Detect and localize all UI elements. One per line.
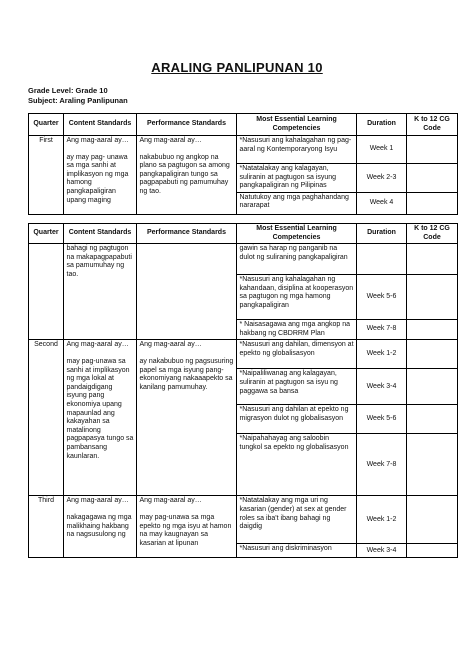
- header-duration: Duration: [357, 224, 407, 244]
- duration-cell: Week 2-3: [357, 164, 407, 193]
- header-cg-code: K to 12 CG Code: [407, 224, 458, 244]
- content-standards-intro: Ang mag-aaral ay…: [66, 341, 129, 349]
- header-melc: Most Essential Learning Competencies: [237, 224, 357, 244]
- performance-standards-intro: Ang mag-aaral ay…: [139, 341, 202, 349]
- curriculum-table-1: [28, 113, 458, 215]
- header-quarter: Quarter: [29, 224, 64, 244]
- quarter-cell: Third: [29, 496, 64, 558]
- header-duration: Duration: [357, 114, 407, 136]
- cg-code-cell: [407, 544, 458, 558]
- grade-level: Grade Level: Grade 10: [28, 86, 108, 95]
- header-performance-standards: Performance Standards: [137, 224, 237, 244]
- melc-cell: *Nasusuri ang diskriminasyon: [237, 544, 357, 558]
- header-content-standards: Content Standards: [64, 224, 137, 244]
- table-header-row: [29, 224, 458, 244]
- cg-code-cell: [407, 369, 458, 405]
- content-standards-text: nakagagawa ng mga malikhaing hakbang na nagsusulong ng: [66, 513, 132, 539]
- cg-code-cell: [407, 136, 458, 164]
- melc-cell: gawin sa harap ng panganib na dulot ng suliraning pangkapaligiran: [237, 244, 357, 275]
- performance-standards-cell: [137, 136, 237, 215]
- content-standards-text: may pag-unawa sa sanhi at implikasyon ng mga lokal at pandaigdigang isyung pang ekonomiya upang mapaunlad ang kakayahan sa matalinong pagpapasya tungo sa pambansang kaunlaran.: [66, 357, 134, 460]
- cg-code-cell: [407, 192, 458, 214]
- performance-standards-text: ay nakabubuo ng pagsusuring papel sa mga isyung pang-ekonomiyang nakaaapekto sa kanilang pamumuhay.: [139, 357, 234, 391]
- cg-code-cell: [407, 275, 458, 320]
- melc-cell: *Nasusuri ang dahilan at epekto ng migrasyon dulot ng globalisasyon: [237, 405, 357, 434]
- content-standards-cell: [64, 496, 137, 558]
- cg-code-cell: [407, 405, 458, 434]
- content-standards-intro: Ang mag-aaral ay…: [66, 137, 129, 144]
- performance-standards-cell: [137, 496, 237, 558]
- quarter-cell: First: [29, 136, 64, 215]
- performance-standards-intro: Ang mag-aaral ay…: [139, 497, 202, 505]
- melc-cell: Natutukoy ang mga paghahandang nararapat: [237, 192, 357, 214]
- performance-standards-text: nakabubuo ng angkop na plano sa pagtugon sa among pangkapaligiran tungo sa pagpapabuti ng pamumuhay ng tao.: [139, 153, 230, 195]
- melc-cell: *Naipaliliwanag ang kalagayan, suliranin at pagtugon sa isyu ng paggawa sa bansa: [237, 369, 357, 405]
- duration-cell: Week 1-2: [357, 340, 407, 369]
- cg-code-cell: [407, 340, 458, 369]
- table-row: [29, 496, 458, 544]
- page-title: ARALING PANLIPUNAN 10: [151, 60, 323, 75]
- melc-cell: *Natatalakay ang kalagayan, suliranin at pagtugon sa isyung pangkapaligiran ng Pilipinas: [237, 164, 357, 193]
- cg-code-cell: [407, 164, 458, 193]
- quarter-cell: Second: [29, 340, 64, 496]
- performance-standards-cell: [137, 340, 237, 496]
- curriculum-table-2: [28, 223, 458, 558]
- table-row: [29, 244, 458, 275]
- duration-cell: Week 1-2: [357, 496, 407, 544]
- content-standards-cell: [64, 136, 137, 215]
- header-performance-standards: Performance Standards: [137, 114, 237, 136]
- header-content-standards: Content Standards: [64, 114, 137, 136]
- duration-cell: Week 1: [357, 136, 407, 164]
- cg-code-cell: [407, 320, 458, 340]
- table-row: [29, 340, 458, 369]
- table-row: [29, 136, 458, 164]
- content-standards-cell: [64, 340, 137, 496]
- duration-cell: Week 4: [357, 192, 407, 214]
- melc-cell: * Naisasagawa ang mga angkop na hakbang ng CBDRRM Plan: [237, 320, 357, 340]
- cg-code-cell: [407, 496, 458, 544]
- duration-cell: Week 3-4: [357, 544, 407, 558]
- header-melc: Most Essential Learning Competencies: [237, 114, 357, 136]
- performance-standards-intro: Ang mag-aaral ay…: [139, 137, 202, 144]
- melc-cell: *Natatalakay ang mga uri ng kasarian (gender) at sex at gender roles sa iba't ibang bahagi ng daigdig: [237, 496, 357, 544]
- duration-cell: Week 5-6: [357, 405, 407, 434]
- header-quarter: Quarter: [29, 114, 64, 136]
- melc-cell: *Naipahahayag ang saloobin tungkol sa epekto ng globalisasyon: [237, 434, 357, 496]
- cg-code-cell: [407, 434, 458, 496]
- duration-cell: [357, 244, 407, 275]
- melc-cell: *Nasusuri ang kahalagahan ng pag-aaral ng Kontemporaryong Isyu: [237, 136, 357, 164]
- cg-code-cell: [407, 244, 458, 275]
- melc-cell: *Nasusuri ang dahilan, dimensyon at epekto ng globalisasyon: [237, 340, 357, 369]
- header-cg-code: K to 12 CG Code: [407, 114, 458, 136]
- duration-cell: Week 7-8: [357, 434, 407, 496]
- melc-cell: *Nasusuri ang kahalagahan ng kahandaan, disiplina at kooperasyon sa pagtugon ng mga hamong pangkapaligiran: [237, 275, 357, 320]
- duration-cell: Week 5-6: [357, 275, 407, 320]
- subject: Subject: Araling Panlipunan: [28, 96, 128, 105]
- quarter-cell: [29, 244, 64, 340]
- content-standards-cell: bahagi ng pagtugon na makapagpapabuti sa pamumuhay ng tao.: [64, 244, 137, 340]
- content-standards-intro: Ang mag-aaral ay…: [66, 497, 129, 505]
- content-standards-text: ay may pag- unawa sa mga sanhi at implikasyon ng mga hamong pangkapaligiran upang maging: [66, 153, 129, 204]
- table-header-row: [29, 114, 458, 136]
- duration-cell: Week 7-8: [357, 320, 407, 340]
- duration-cell: Week 3-4: [357, 369, 407, 405]
- performance-standards-cell: [137, 244, 237, 340]
- performance-standards-text: may pag-unawa sa mga epekto ng mga isyu at hamon na may kaugnayan sa kasarian at lipunan: [139, 513, 232, 547]
